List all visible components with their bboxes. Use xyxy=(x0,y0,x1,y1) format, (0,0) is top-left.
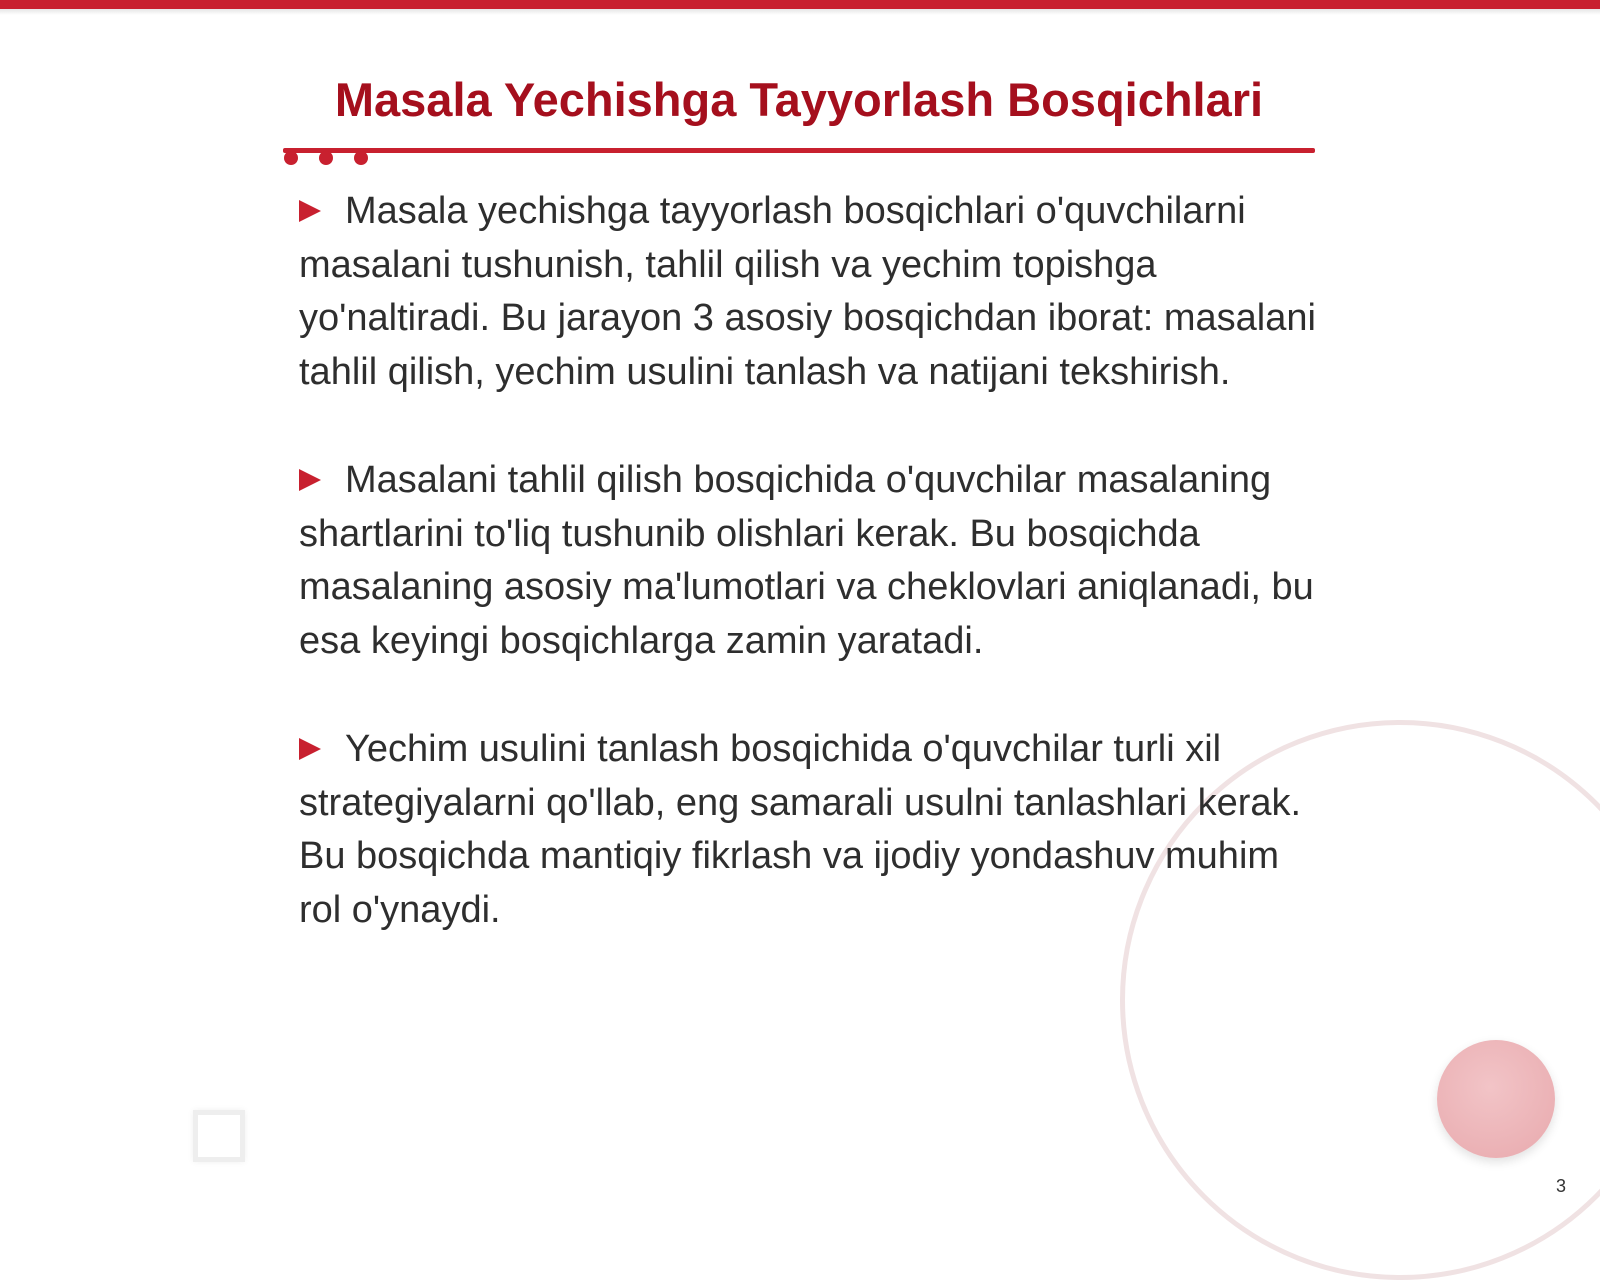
top-accent-bar xyxy=(0,0,1600,9)
bullet-text: Yechim usulini tanlash bosqichida o'quvchilar turli xil strategiyalarni qo'llab, eng samarali usulni tanlashlari kerak. Bu bosqichda mantiqiy fikrlash va ijodiy yondashuv muhim rol o'ynaydi. xyxy=(299,728,1302,931)
decorative-square xyxy=(193,1110,245,1162)
decorative-pink-circle xyxy=(1437,1040,1555,1158)
bullet-text: Masalani tahlil qilish bosqichida o'quvchilar masalaning shartlarini to'liq tushunib olishlari kerak. Bu bosqichda masalaning asosiy ma'lumotlari va cheklovlari aniqlanadi, bu esa keyingi bosqichlarga zamin yaratadi. xyxy=(299,459,1314,662)
page-number: 3 xyxy=(1556,1176,1567,1196)
slide-body xyxy=(299,185,1329,992)
triangle-right-icon xyxy=(299,200,321,222)
title-dot xyxy=(354,151,368,165)
title-underline xyxy=(283,148,1315,153)
bullet-text: Masala yechishga tayyorlash bosqichlari o'quvchilarni masalani tushunish, tahlil qilish va yechim topishga yo'naltiradi. Bu jarayon 3 asosiy bosqichdan iborat: masalani tahlil qilish, yechim usulini tanlash va natijani tekshirish. xyxy=(299,190,1316,393)
triangle-right-icon xyxy=(299,738,321,760)
bullet-item xyxy=(299,185,1329,399)
title-dot xyxy=(319,151,333,165)
top-bar-shadow xyxy=(0,9,1600,15)
bullet-item xyxy=(299,454,1329,668)
slide-title: Masala Yechishga Tayyorlash Bosqichlari xyxy=(334,73,1264,126)
title-dot xyxy=(284,151,298,165)
bullet-item xyxy=(299,723,1329,937)
triangle-right-icon xyxy=(299,469,321,491)
